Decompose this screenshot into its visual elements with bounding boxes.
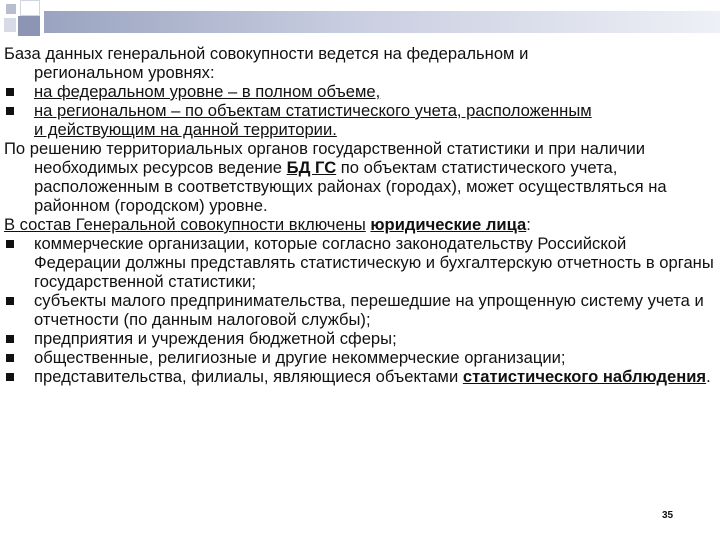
decision-text-1: По решению территориальных органов государственной статистики и при наличии необходимых ресурсов ведение <box>4 139 646 177</box>
bullet-square-icon <box>6 240 14 248</box>
entity-bullet-text-1: коммерческие организации, которые согласно законодательству Российской Федерации должны представлять статистическую и бухгалтерскую отчетность в органы государственной статистики; <box>34 234 714 291</box>
composition-colon: : <box>526 215 531 234</box>
deco-square-3 <box>18 16 40 36</box>
federal-bullet-text: на федеральном уровне – в полном объеме, <box>34 82 381 101</box>
entity-bullet-text-5: представительства, филиалы, являющиеся объектами <box>34 367 459 386</box>
intro-line-1: База данных генеральной совокупности ведется на федеральном и <box>4 44 529 63</box>
entity-bullet-text-4: общественные, религиозные и другие некоммерческие организации; <box>34 348 566 367</box>
entity-bullet-2 <box>4 291 716 329</box>
regional-bullet-line-2: и действующим на данной территории. <box>34 120 337 139</box>
decision-text-2: по объектам статистического учета, расположенным в соответствующих районах (городах), может осуществляться на районном (городском) уровне. <box>34 158 667 215</box>
federal-bullet <box>4 82 716 101</box>
deco-square-4 <box>4 18 16 32</box>
entity-bullet-3 <box>4 329 716 348</box>
page-number: 35 <box>662 510 674 521</box>
deco-square-2 <box>20 0 40 16</box>
slide-body <box>4 44 716 386</box>
entity-bullet-5 <box>4 367 716 386</box>
statistical-observation-term: статистического наблюдения <box>462 367 707 386</box>
entity-bullet-text-2: субъекты малого предпринимательства, перешедшие на упрощенную систему учета и отчетности (по данным налоговой службы); <box>34 291 704 329</box>
bullet-square-icon <box>6 354 14 362</box>
intro-line-2: региональном уровнях: <box>34 63 215 82</box>
bullet-square-icon <box>6 373 14 381</box>
bullet-square-icon <box>6 88 14 96</box>
header-gradient-bar <box>44 11 720 33</box>
bd-gs-term: БД ГС <box>286 158 337 177</box>
entity-bullet-4 <box>4 348 716 367</box>
regional-bullet-line-1: на региональном – по объектам статистического учета, расположенным <box>34 101 592 120</box>
entity-bullet-text-3: предприятия и учреждения бюджетной сферы; <box>34 329 397 348</box>
composition-lead <box>4 215 716 234</box>
decision-paragraph <box>4 139 716 215</box>
deco-square-1 <box>6 4 16 14</box>
legal-entities-term: юридические лица <box>370 215 527 234</box>
bullet-square-icon <box>6 107 14 115</box>
bullet-square-icon <box>6 297 14 305</box>
entity-bullet-1 <box>4 234 716 291</box>
final-period: . <box>706 367 711 386</box>
regional-bullet <box>4 101 716 120</box>
composition-lead-text: В состав Генеральной совокупности включены <box>4 215 366 234</box>
bullet-square-icon <box>6 335 14 343</box>
